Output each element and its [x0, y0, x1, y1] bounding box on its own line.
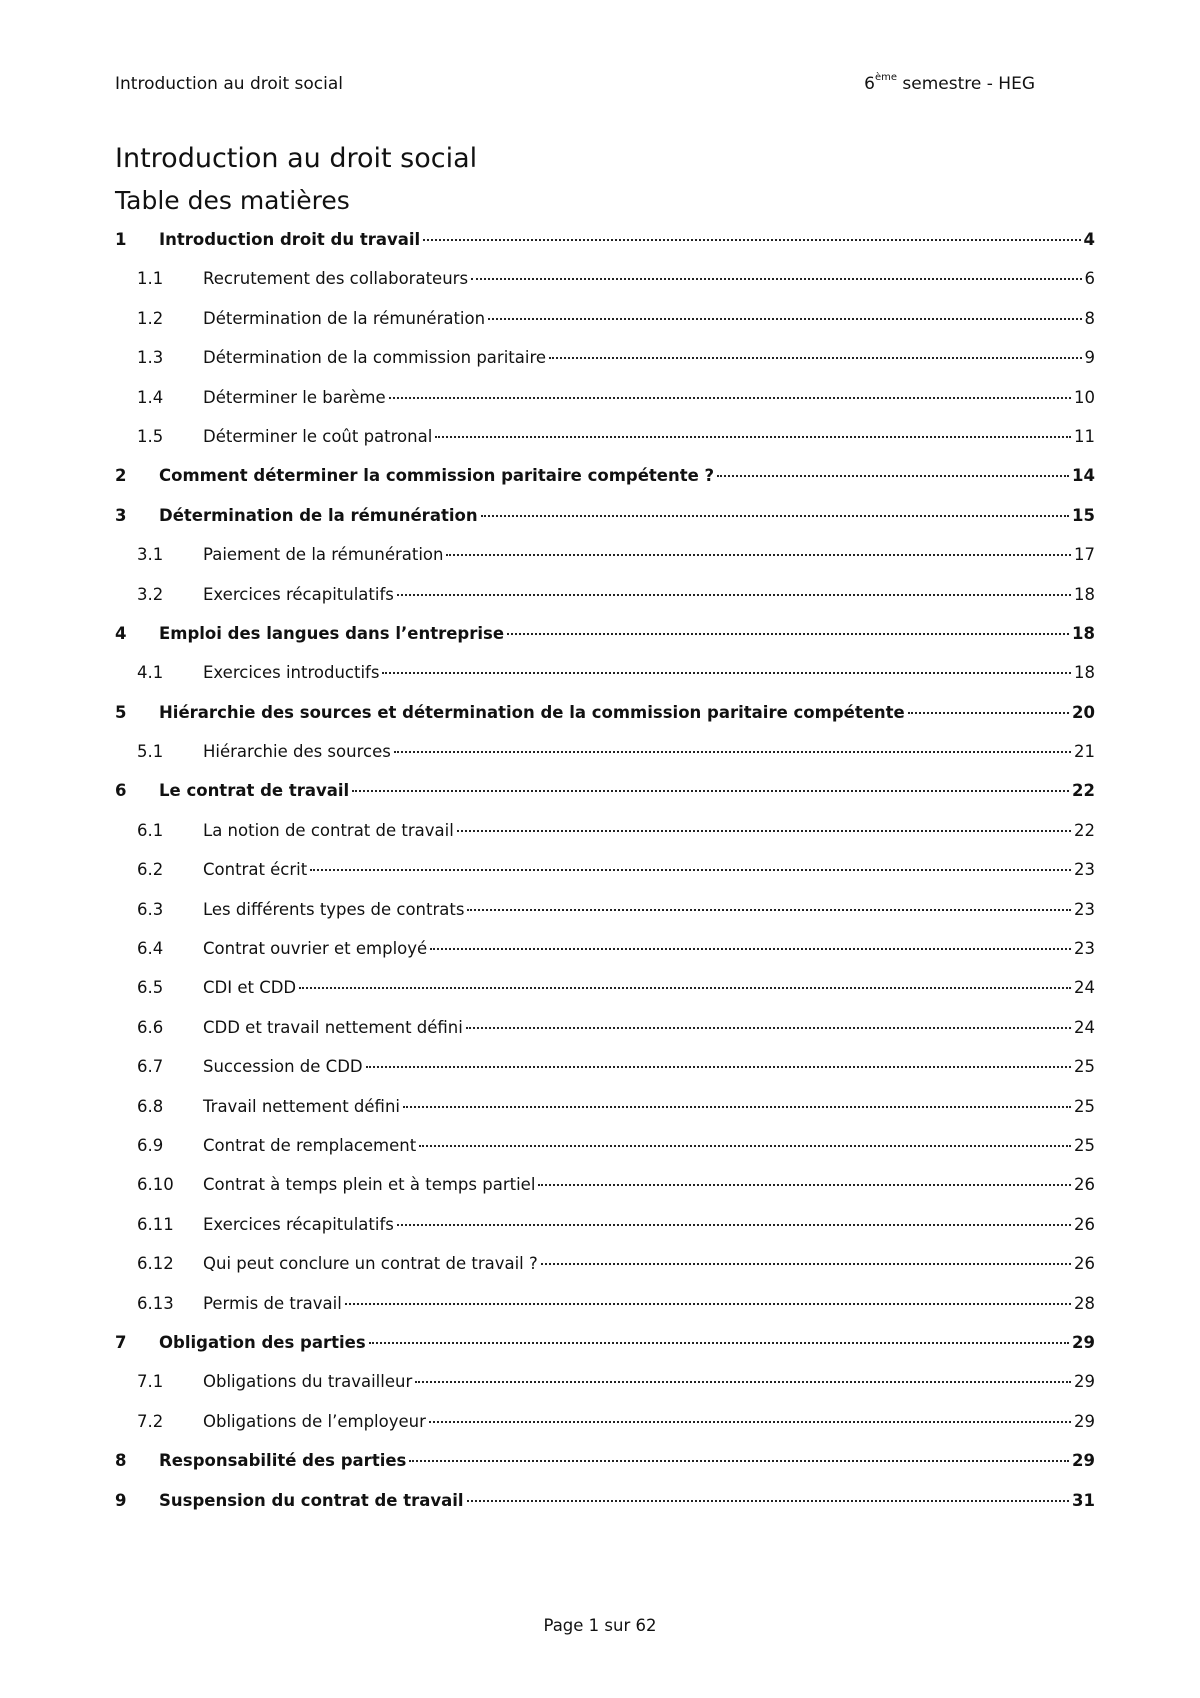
- toc-subsection-entry[interactable]: [115, 348, 1095, 387]
- toc-entry-label: Détermination de la rémunération: [203, 308, 486, 328]
- toc-entry-number: 6.3: [137, 899, 164, 919]
- toc-entry-number: 6: [115, 781, 127, 801]
- toc-entry-page-number: 25: [1074, 1135, 1095, 1155]
- toc-entry-label: Contrat ouvrier et employé: [203, 939, 428, 959]
- toc-entry-number: 7.2: [137, 1411, 164, 1431]
- toc-dot-leader: [457, 830, 1071, 832]
- toc-section-entry[interactable]: [115, 506, 1095, 545]
- toc-entry-page-number: 23: [1074, 939, 1095, 959]
- toc-entry-page-number: 10: [1074, 387, 1095, 407]
- toc-entry-number: 6.12: [137, 1254, 174, 1274]
- toc-dot-leader: [446, 554, 1071, 556]
- toc-subsection-entry[interactable]: [115, 978, 1095, 1017]
- toc-entry-label: Introduction droit du travail: [159, 230, 421, 249]
- toc-entry-number: 5.1: [137, 742, 164, 762]
- toc-entry-number: 6.6: [137, 1017, 164, 1037]
- toc-entry-page-number: 17: [1074, 545, 1095, 565]
- toc-entry-page-number: 22: [1072, 781, 1095, 801]
- toc-entry-page-number: 28: [1074, 1293, 1095, 1313]
- toc-entry-page-number: 18: [1074, 584, 1095, 604]
- toc-dot-leader: [466, 1027, 1071, 1029]
- toc-entry-label: Hiérarchie des sources et détermination de la commission paritaire compétente: [159, 702, 905, 722]
- toc-entry-page-number: 26: [1074, 1175, 1095, 1195]
- toc-dot-leader: [352, 790, 1069, 792]
- toc-entry-label: Exercices récapitulatifs: [203, 1214, 394, 1234]
- toc-section-entry[interactable]: [115, 703, 1095, 742]
- header-semester-text: semestre - HEG: [897, 74, 1035, 94]
- toc-entry-number: 3.2: [137, 584, 164, 604]
- toc-entry-number: 3.1: [137, 545, 164, 565]
- toc-entry-label: Emploi des langues dans l’entreprise: [159, 623, 505, 643]
- toc-entry-label: Obligations de l’employeur: [203, 1411, 426, 1431]
- toc-section-entry[interactable]: [115, 466, 1095, 505]
- toc-entry-number: 4.1: [137, 663, 164, 683]
- toc-entry-label: Qui peut conclure un contrat de travail ?: [203, 1254, 538, 1274]
- toc-subsection-entry[interactable]: [115, 860, 1095, 899]
- toc-dot-leader: [415, 1381, 1071, 1383]
- toc-entry-page-number: 11: [1074, 426, 1095, 446]
- toc-entry-number: 9: [115, 1490, 127, 1510]
- toc-dot-leader: [409, 1460, 1069, 1462]
- toc-entry-number: 4: [115, 623, 127, 643]
- toc-subsection-entry[interactable]: [115, 939, 1095, 978]
- toc-entry-label: Responsabilité des parties: [159, 1451, 407, 1471]
- toc-entry-page-number: 6: [1084, 269, 1095, 289]
- toc-entry-page-number: 20: [1072, 702, 1095, 722]
- toc-entry-number: 2: [115, 466, 127, 486]
- toc-entry-page-number: 18: [1074, 663, 1095, 683]
- toc-dot-leader: [397, 594, 1071, 596]
- toc-dot-leader: [397, 1224, 1071, 1226]
- toc-entry-page-number: 18: [1072, 623, 1095, 643]
- toc-subsection-entry[interactable]: [115, 585, 1095, 624]
- toc-entry-label: Contrat de remplacement: [203, 1135, 417, 1155]
- toc-entry-page-number: 23: [1074, 860, 1095, 880]
- toc-entry-number: 7: [115, 1332, 127, 1352]
- toc-entry-label: Paiement de la rémunération: [203, 545, 444, 565]
- toc-entry-label: Exercices introductifs: [203, 663, 380, 683]
- page-footer: Page 1 sur 62: [543, 1616, 657, 1635]
- toc-entry-label: Contrat écrit: [203, 860, 308, 880]
- toc-dot-leader: [507, 633, 1069, 635]
- toc-dot-leader: [382, 672, 1071, 674]
- toc-subsection-entry[interactable]: [115, 1097, 1095, 1136]
- header-semester-superscript: ème: [874, 72, 898, 84]
- toc-entry-label: Déterminer le barème: [203, 387, 386, 407]
- toc-entry-label: Succession de CDD: [203, 1057, 363, 1077]
- toc-dot-leader: [429, 1421, 1071, 1423]
- toc-entry-label: Obligations du travailleur: [203, 1372, 413, 1392]
- toc-dot-leader: [481, 515, 1069, 517]
- toc-entry-number: 6.4: [137, 939, 164, 959]
- toc-entry-number: 6.7: [137, 1057, 164, 1077]
- toc-entry-page-number: 31: [1072, 1490, 1095, 1510]
- toc-dot-leader: [403, 1106, 1071, 1108]
- toc-entry-label: Détermination de la rémunération: [159, 505, 478, 525]
- toc-entry-number: 5: [115, 702, 127, 722]
- toc-dot-leader: [908, 712, 1069, 714]
- toc-entry-label: Les différents types de contrats: [203, 899, 465, 919]
- toc-dot-leader: [366, 1066, 1071, 1068]
- toc-entry-page-number: 25: [1074, 1096, 1095, 1116]
- toc-dot-leader: [389, 397, 1071, 399]
- header-semester: [864, 74, 1035, 94]
- toc-entry-number: 8: [115, 1451, 127, 1471]
- toc-entry-label: Travail nettement défini: [203, 1096, 400, 1116]
- toc-entry-page-number: 8: [1084, 308, 1095, 328]
- toc-entry-page-number: 29: [1072, 1451, 1095, 1471]
- toc-entry-label: Comment déterminer la commission paritaire compétente ?: [159, 466, 715, 486]
- toc-entry-label: CDD et travail nettement défini: [203, 1017, 463, 1037]
- toc-subsection-entry[interactable]: [115, 1254, 1095, 1293]
- toc-section-entry[interactable]: [115, 1491, 1095, 1530]
- toc-subsection-entry[interactable]: [115, 1175, 1095, 1214]
- toc-entry-page-number: 22: [1074, 820, 1095, 840]
- toc-subsection-entry[interactable]: [115, 545, 1095, 584]
- toc-entry-label: Obligation des parties: [159, 1332, 366, 1352]
- toc-subsection-entry[interactable]: [115, 1215, 1095, 1254]
- toc-dot-leader: [345, 1303, 1071, 1305]
- toc-subsection-entry[interactable]: [115, 1136, 1095, 1175]
- toc-subsection-entry[interactable]: [115, 427, 1095, 466]
- toc-entry-page-number: 25: [1074, 1057, 1095, 1077]
- toc-dot-leader: [471, 278, 1081, 280]
- toc-dot-leader: [467, 909, 1071, 911]
- toc-entry-number: 1.5: [137, 426, 164, 446]
- toc-entry-number: 3: [115, 505, 127, 525]
- toc-entry-label: Suspension du contrat de travail: [159, 1490, 464, 1510]
- toc-section-entry[interactable]: [115, 230, 1095, 269]
- toc-dot-leader: [299, 987, 1071, 989]
- toc-entry-number: 1.4: [137, 387, 164, 407]
- table-of-contents: [115, 230, 1095, 1530]
- toc-subsection-entry[interactable]: [115, 1412, 1095, 1451]
- toc-entry-label: Détermination de la commission paritaire: [203, 348, 547, 368]
- toc-entry-label: Contrat à temps plein et à temps partiel: [203, 1175, 536, 1195]
- toc-dot-leader: [549, 357, 1081, 359]
- toc-dot-leader: [310, 869, 1071, 871]
- toc-entry-page-number: 9: [1084, 348, 1095, 368]
- toc-entry-number: 6.10: [137, 1175, 174, 1195]
- toc-entry-number: 6.11: [137, 1214, 174, 1234]
- toc-subsection-entry[interactable]: [115, 309, 1095, 348]
- toc-entry-number: 1.3: [137, 348, 164, 368]
- toc-entry-page-number: 23: [1074, 899, 1095, 919]
- toc-subsection-entry[interactable]: [115, 663, 1095, 702]
- toc-subsection-entry[interactable]: [115, 821, 1095, 860]
- toc-dot-leader: [467, 1500, 1069, 1502]
- toc-entry-page-number: 29: [1074, 1372, 1095, 1392]
- toc-section-entry[interactable]: [115, 1451, 1095, 1490]
- toc-dot-leader: [435, 436, 1071, 438]
- toc-entry-page-number: 29: [1074, 1411, 1095, 1431]
- toc-section-entry[interactable]: [115, 781, 1095, 820]
- toc-entry-number: 1: [115, 230, 127, 249]
- toc-entry-number: 6.5: [137, 978, 164, 998]
- toc-entry-page-number: 15: [1072, 505, 1095, 525]
- toc-subsection-entry[interactable]: [115, 1372, 1095, 1411]
- toc-entry-label: CDI et CDD: [203, 978, 297, 998]
- toc-entry-label: Hiérarchie des sources: [203, 742, 391, 762]
- toc-entry-page-number: 29: [1072, 1332, 1095, 1352]
- toc-subsection-entry[interactable]: [115, 1057, 1095, 1096]
- toc-entry-page-number: 24: [1074, 1017, 1095, 1037]
- toc-subsection-entry[interactable]: [115, 742, 1095, 781]
- toc-entry-number: 7.1: [137, 1372, 164, 1392]
- toc-entry-page-number: 26: [1074, 1214, 1095, 1234]
- toc-subsection-entry[interactable]: [115, 1294, 1095, 1333]
- toc-subsection-entry[interactable]: [115, 900, 1095, 939]
- toc-dot-leader: [488, 318, 1081, 320]
- toc-entry-page-number: 21: [1074, 742, 1095, 762]
- toc-section-entry[interactable]: [115, 1333, 1095, 1372]
- toc-entry-label: Recrutement des collaborateurs: [203, 269, 469, 289]
- toc-entry-number: 6.13: [137, 1293, 174, 1313]
- toc-entry-number: 6.9: [137, 1135, 164, 1155]
- toc-subsection-entry[interactable]: [115, 388, 1095, 427]
- toc-dot-leader: [394, 751, 1071, 753]
- toc-subsection-entry[interactable]: [115, 1018, 1095, 1057]
- toc-dot-leader: [423, 239, 1080, 241]
- toc-entry-number: 6.2: [137, 860, 164, 880]
- toc-dot-leader: [419, 1145, 1071, 1147]
- toc-dot-leader: [538, 1184, 1071, 1186]
- toc-entry-label: Permis de travail: [203, 1293, 342, 1313]
- toc-entry-number: 1.2: [137, 308, 164, 328]
- toc-entry-page-number: 24: [1074, 978, 1095, 998]
- header-course-title: Introduction au droit social: [115, 74, 344, 94]
- toc-dot-leader: [369, 1342, 1069, 1344]
- toc-entry-number: 6.8: [137, 1096, 164, 1116]
- toc-dot-leader: [541, 1263, 1071, 1265]
- toc-dot-leader: [430, 948, 1071, 950]
- toc-entry-page-number: 26: [1074, 1254, 1095, 1274]
- header-semester-number: 6: [864, 74, 875, 94]
- toc-entry-label: Le contrat de travail: [159, 781, 350, 801]
- toc-dot-leader: [717, 475, 1069, 477]
- toc-heading: Table des matières: [115, 186, 350, 215]
- toc-entry-number: 1.1: [137, 269, 164, 289]
- page-header: [115, 74, 1035, 100]
- toc-section-entry[interactable]: [115, 624, 1095, 663]
- toc-subsection-entry[interactable]: [115, 269, 1095, 308]
- toc-entry-label: Exercices récapitulatifs: [203, 584, 394, 604]
- toc-entry-label: La notion de contrat de travail: [203, 820, 454, 840]
- toc-entry-number: 6.1: [137, 820, 164, 840]
- toc-entry-page-number: 4: [1083, 230, 1095, 249]
- document-title: Introduction au droit social: [115, 143, 478, 174]
- toc-entry-label: Déterminer le coût patronal: [203, 426, 433, 446]
- toc-entry-page-number: 14: [1072, 466, 1095, 486]
